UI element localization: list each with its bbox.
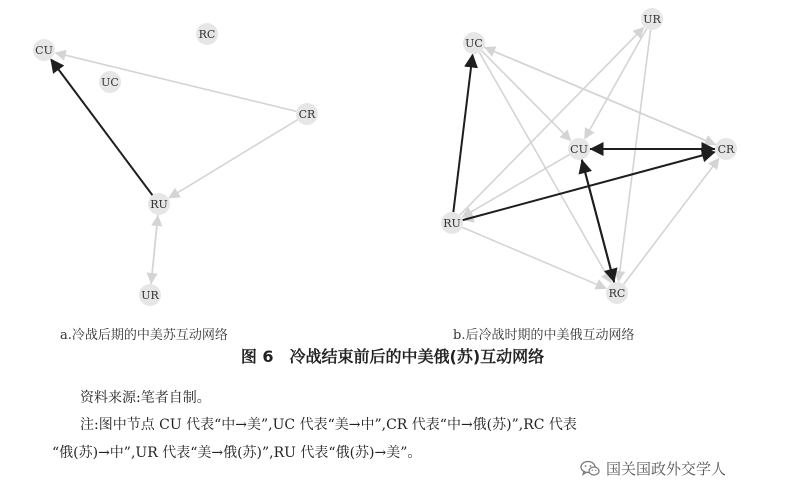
edge-b-UR-to-b-CU bbox=[585, 29, 647, 139]
edge-a-UR-to-a-RU bbox=[151, 216, 158, 284]
edge-b-RC-to-b-CR bbox=[624, 159, 719, 285]
legend-note-line-1: 注:图中节点 CU 代表“中→美”,UC 代表“美→中”,CR 代表“中→俄(苏)”,RC 代表 bbox=[80, 417, 577, 433]
node-label: CU bbox=[35, 44, 53, 57]
node-label: UC bbox=[465, 37, 483, 50]
watermark bbox=[580, 458, 726, 479]
edge-b-UR-to-b-RC bbox=[619, 30, 651, 281]
node-label: RC bbox=[608, 287, 626, 300]
node-a-CU bbox=[33, 39, 55, 61]
edges-layer bbox=[51, 28, 719, 289]
source-note: 资料来源:笔者自制。 bbox=[80, 390, 211, 406]
node-label: RC bbox=[198, 28, 216, 41]
edge-a-CR-to-a-RU bbox=[169, 120, 297, 198]
subfigure-a-caption: a.冷战后期的中美苏互动网络 bbox=[60, 328, 228, 343]
node-b-CU bbox=[568, 138, 590, 160]
node-a-RU bbox=[148, 193, 170, 215]
node-a-UC bbox=[99, 71, 121, 93]
figure-title: 图 6 冷战结束前后的中美俄(苏)互动网络 bbox=[240, 347, 545, 366]
edge-b-RC-to-b-CU bbox=[582, 161, 614, 283]
node-label: RU bbox=[150, 198, 168, 211]
node-b-RC bbox=[606, 282, 628, 304]
watermark-text: 国关国政外交学人 bbox=[606, 460, 727, 478]
node-label: UR bbox=[141, 289, 159, 302]
node-label: CR bbox=[298, 108, 316, 121]
node-b-UC bbox=[463, 32, 485, 54]
wechat-icon bbox=[580, 460, 600, 478]
legend-note-line-2: “俄(苏)→中”,UR 代表“美→俄(苏)”,RU 代表“俄(苏)→美”。 bbox=[52, 445, 422, 461]
node-a-UR bbox=[139, 284, 161, 306]
node-a-CR bbox=[296, 103, 318, 125]
node-label: CR bbox=[717, 143, 735, 156]
node-b-CR bbox=[715, 138, 737, 160]
edge-b-RU-to-b-UC bbox=[453, 55, 472, 212]
node-label: CU bbox=[570, 143, 588, 156]
node-a-RC bbox=[196, 23, 218, 45]
node-label: UR bbox=[643, 13, 661, 26]
edge-b-CR-to-b-UC bbox=[485, 48, 716, 145]
node-label: UC bbox=[101, 76, 119, 89]
edge-b-UC-to-b-RC bbox=[479, 53, 611, 283]
node-label: RU bbox=[443, 217, 461, 230]
node-b-UR bbox=[641, 8, 663, 30]
nodes-layer bbox=[33, 8, 737, 306]
subfigure-b-caption: b.后冷战时期的中美俄互动网络 bbox=[453, 328, 635, 343]
node-b-RU bbox=[441, 212, 463, 234]
edge-a-CR-to-a-CU bbox=[56, 53, 297, 112]
edge-b-CU-to-b-RU bbox=[462, 155, 569, 217]
